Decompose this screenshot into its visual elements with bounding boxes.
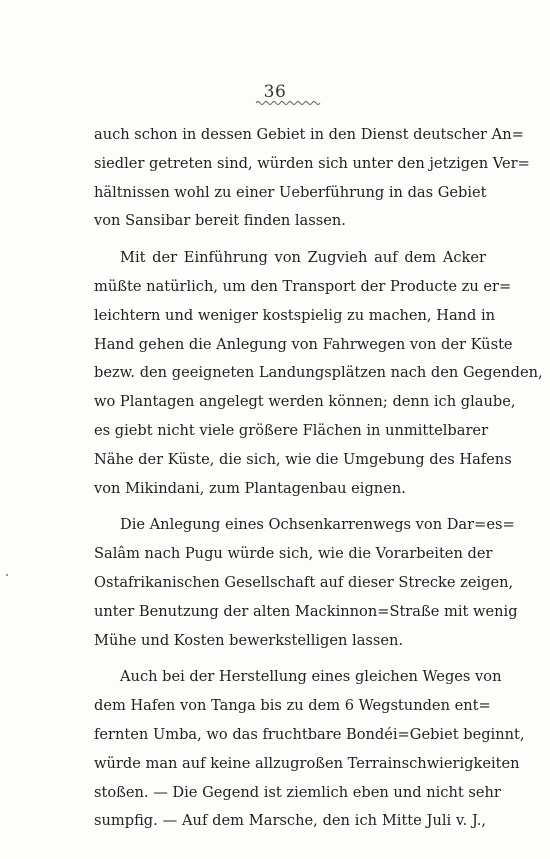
text-line: fernten Umba, wo das fruchtbare Bondéi=Gebiet beginnt, xyxy=(94,725,525,743)
text-line: Ostafrikanischen Gesellschaft auf dieser Strecke zeigen, xyxy=(94,573,514,591)
text-line: auch schon in dessen Gebiet in den Dienst deutscher An= xyxy=(94,126,524,143)
text-line: stoßen. — Die Gegend ist ziemlich eben und nicht sehr xyxy=(94,783,501,801)
text-line: Mühe und Kosten bewerkstelligen lassen. xyxy=(94,631,404,649)
margin-dot xyxy=(6,574,8,576)
text-line: dem Hafen von Tanga bis zu dem 6 Wegstunden ent= xyxy=(94,697,491,715)
text-line: sumpfig. — Auf dem Marsche, den ich Mitte Juli v. J., xyxy=(94,812,486,830)
body-text xyxy=(94,121,543,836)
text-line: von Mikindani, zum Plantagenbau eignen. xyxy=(94,479,406,497)
wavy-ornament-icon xyxy=(256,99,320,107)
text-line: es giebt nicht viele größere Flächen in unmittelbarer xyxy=(94,421,489,439)
paragraph-gap xyxy=(94,236,486,244)
page-number: 36 xyxy=(263,82,287,102)
text-line: hältnissen wohl zu einer Ueberführung in das Gebiet xyxy=(94,183,487,201)
text-line: leichtern und weniger kostspielig zu machen, Hand in xyxy=(94,306,496,324)
text-line: müßte natürlich, um den Transport der Producte zu er= xyxy=(94,277,512,295)
text-line: von Sansibar bereit finden lassen. xyxy=(94,212,346,230)
text-line: wo Plantagen angelegt werden können; denn ich glaube, xyxy=(94,393,516,411)
text-line: siedler getreten sind, würden sich unter den jetzigen Ver= xyxy=(94,154,530,172)
text-line: Nähe der Küste, die sich, wie die Umgebung des Hafens xyxy=(94,450,512,468)
text-line: Die Anlegung eines Ochsenkarrenwegs von Dar=es= xyxy=(120,516,515,534)
text-line: unter Benutzung der alten Mackinnon=Straße mit wenig xyxy=(94,602,518,620)
text-line: bezw. den geeigneten Landungsplätzen nach den Gegenden, xyxy=(94,364,543,382)
paragraph-gap xyxy=(94,655,486,663)
text-line: Mit der Einführung von Zugvieh auf dem Acker xyxy=(120,249,486,267)
text-line: Salâm nach Pugu würde sich, wie die Vorarbeiten der xyxy=(94,545,493,563)
text-line: würde man auf keine allzugroßen Terrainschwierigkeiten xyxy=(94,754,520,772)
text-line: Auch bei der Herstellung eines gleichen Weges von xyxy=(120,668,502,686)
text-line: Hand gehen die Anlegung von Fahrwegen von der Küste xyxy=(94,335,513,353)
paragraph-gap xyxy=(94,503,486,511)
